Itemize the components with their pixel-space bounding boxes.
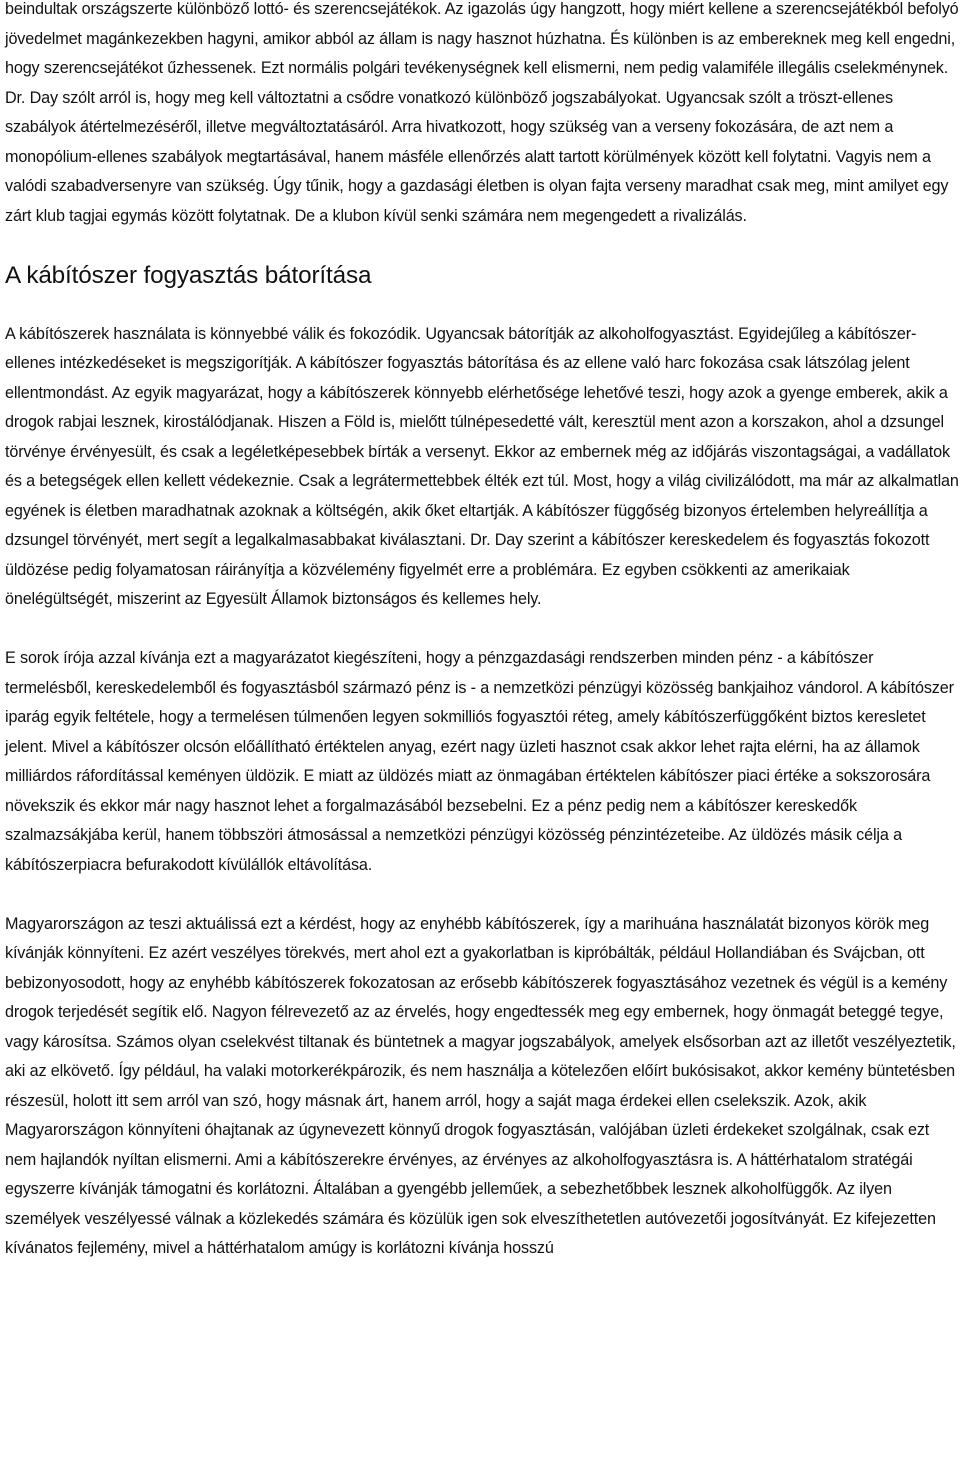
paragraph-hungary: Magyarországon az teszi aktuálissá ezt a kérdést, hogy az enyhébb kábítószerek, így a marihuána használatát bizonyos körök meg kívánják könnyíteni. Ez azért veszélyes törekvés, mert ahol ezt a gyakorlatban is kipróbálták, például Hollandiában és Svájcban, ott bebizonyosodott, hogy az enyhébb kábítószerek fokozatosan az erősebb kábítószerek fogyasztásához vezetnek és végül is a kemény drogok terjedését segítik elő. Nagyon félrevezető az az érvelés, hogy engedtessék meg egy embernek, hogy önmagát beteggé tegye, vagy károsítsa. Számos olyan cselekvést tiltanak és büntetnek a magyar jogszabályok, amelyek elsősorban azt az illetőt veszélyeztetik, aki az elkövető. Így például, ha valaki motorkerékpározik, és nem használja a kötelezően előírt bukósisakot, akkor kemény büntetésben részesül, holott itt sem arról van szó, hogy másnak árt, hanem arról, hogy a saját maga érdekei ellen cselekszik. Azok, akik Magyarországon könnyíteni óhajtanak az úgynevezett könnyű drogok fogyasztásán, valójában üzleti érdekeket szolgálnak, csak ezt nem hajlandók nyíltan elismerni. Ami a kábítószerekre érvényes, az érvényes az alkoholfogyasztásra is. A háttérhatalom stratégái egyszerre kívánják támogatni és korlátozni. Általában a gyengébb jelleműek, a sebezhetőbbek lesznek alkoholfüggők. Az ilyen személyek veszélyessé válnak a közlekedés számára és közülük igen sok elveszíthetetlen autóvezetői jogosítványát. Ez kifejezetten kívánatos fejlemény, mivel a háttérhatalom amúgy is korlátozni kívánja hosszú	[5, 914, 956, 1257]
paragraph-lottery: beindultak országszerte különböző lottó- és szerencsejátékok. Az igazolás úgy hangzott, hogy miért kellene a szerencsejátékból befolyó jövedelmet magánkezekben hagyni, amikor abból az állam is nagy hasznot húzhatna. És különben is az embereknek meg kell engedni, hogy szerencsejátékot űzhessenek. Ezt normális polgári tevékenységnek kell elismerni, nem pedig valamiféle illegális cselekménynek.	[5, 0, 959, 77]
paragraph-gap	[5, 615, 960, 645]
paragraph-drug-use: A kábítószerek használata is könnyebbé válik és fokozódik. Ugyancsak bátorítják az alkoholfogyasztást. Egyidejűleg a kábítószer-ellenes intézkedéseket is megszigorítják. A kábítószer fogyasztás bátorítása és az ellene való harc fokozása csak látszólag jelent ellentmondást. Az egyik magyarázat, hogy a kábítószerek könnyebb elérhetősége lehetővé teszi, hogy azok a gyenge emberek, akik a drogok rabjai lesznek, kirostálódjanak. Hiszen a Föld is, mielőtt túlnépesedetté vált, keresztül ment azon a korszakon, ahol a dzsungel törvénye érvényesült, és csak a legéletképesebbek bírták a versenyt. Ekkor az embernek még az időjárás viszontagságai, a vadállatok és a betegségek ellen kellett védekeznie. Csak a legrátermettebbek élték ezt túl. Most, hogy a világ civilizálódott, ma már az alkalmatlan egyének is életben maradhatnak azoknak a költségén, akik őket eltartják. A kábítószer függőség bizonyos értelemben helyreállítja a dzsungel törvényét, mert segít a legalkalmasabbakat kiválasztani. Dr. Day szerint a kábítószer kereskedelem és fogyasztás fokozott üldözése pedig folyamatosan ráirányítja a közvélemény figyelmét erre a problémára. Ez egyben csökkenti az amerikaiak önelégültségét, miszerint az Egyesült Államok biztonságos és kellemes hely.	[5, 324, 959, 608]
paragraph-gap	[5, 880, 960, 910]
document-page	[5, 0, 960, 1264]
paragraph-money-flow: E sorok írója azzal kívánja ezt a magyarázatot kiegészíteni, hogy a pénzgazdasági rendszerben minden pénz - a kábítószer termelésből, kereskedelemből és fogyasztásból származó pénz is - a nemzetközi pénzügyi közösség bankjaihoz vándorol. A kábítószer iparág egyik feltétele, hogy a termelésen túlmenően legyen sokmilliós fogyasztói réteg, amely kábítószerfüggőként biztos keresletet jelent. Mivel a kábítószer olcsón előállítható értéktelen anyag, ezért nagy üzleti hasznot csak akkor lehet rajta elérni, ha az államok milliárdos ráfordítással keményen üldözik. E miatt az üldözés miatt az önmagában értéktelen kábítószer piaci értéke a sokszorosára növekszik és ekkor már nagy hasznot lehet a forgalmazásából bezsebelni. Ez a pénz pedig nem a kábítószer kereskedők szalmazsákjába kerül, hanem többszöri átmosással a nemzetközi pénzügyi közösség pénzintézeteibe. Az üldözés másik célja a kábítószerpiacra befurakodott kívülállók eltávolítása.	[5, 649, 954, 874]
section-heading: A kábítószer fogyasztás bátorítása	[5, 261, 372, 289]
paragraph-gap	[5, 290, 960, 320]
paragraph-gap	[5, 231, 960, 261]
paragraph-bankruptcy-antitrust: Dr. Day szólt arról is, hogy meg kell változtatni a csődre vonatkozó különböző jogszabályokat. Ugyancsak szólt a tröszt-ellenes szabályok átértelmezéséről, illetve megváltoztatásáról. Arra hivatkozott, hogy szükség van a verseny fokozására, de azt nem a monopólium-ellenes szabályok megtartásával, hanem másféle ellenőrzés alatt tartott körülmények között kell folytatni. Vagyis nem a valódi szabadversenyre van szükség. Úgy tűnik, hogy a gazdasági életben is olyan fajta verseny maradhat csak meg, mint amilyet egy zárt klub tagjai egymás között folytatnak. De a klubon kívül senki számára nem megengedett a rivalizálás.	[5, 88, 949, 225]
